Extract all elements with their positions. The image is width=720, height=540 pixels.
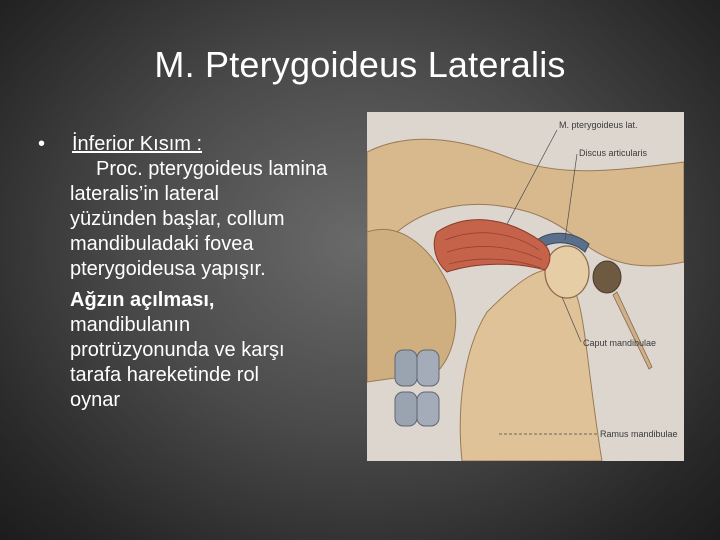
label-pterygoideus: M. pterygoideus lat. — [559, 120, 638, 130]
ear-canal-shape — [593, 261, 621, 293]
paragraph1-line-2: lateralis’in lateral — [70, 183, 219, 205]
caput-mandibulae-shape — [545, 246, 589, 298]
paragraph2-line-2: protrüzyonunda ve karşı — [70, 339, 285, 361]
label-discus: Discus articularis — [579, 148, 648, 158]
anatomy-illustration — [367, 112, 684, 461]
slide-title: M. Pterygoideus Lateralis — [154, 44, 566, 85]
label-ramus: Ramus mandibulae — [600, 429, 678, 439]
slide-body — [30, 132, 360, 413]
label-caput: Caput mandibulae — [583, 338, 657, 348]
bullet-heading: İnferior Kısım : — [72, 133, 203, 155]
bold-heading: Ağzın açılması, — [70, 289, 215, 311]
paragraph1-line-5: pterygoideusa yapışır. — [70, 258, 266, 280]
paragraph1-line-1: Proc. pterygoideus lamina — [96, 158, 328, 180]
bullet-item — [30, 132, 360, 157]
tmj-drawing — [367, 112, 684, 461]
paragraph2-line-4: oynar — [70, 389, 121, 411]
bullet-icon: • — [38, 133, 46, 155]
paragraph2-line-1: mandibulanın — [70, 314, 191, 336]
paragraph1-line-3: yüzünden başlar, collum — [70, 208, 285, 230]
paragraph1-line-4: mandibuladaki fovea — [70, 233, 254, 255]
paragraph2-line-3: tarafa hareketinde rol — [70, 364, 260, 386]
